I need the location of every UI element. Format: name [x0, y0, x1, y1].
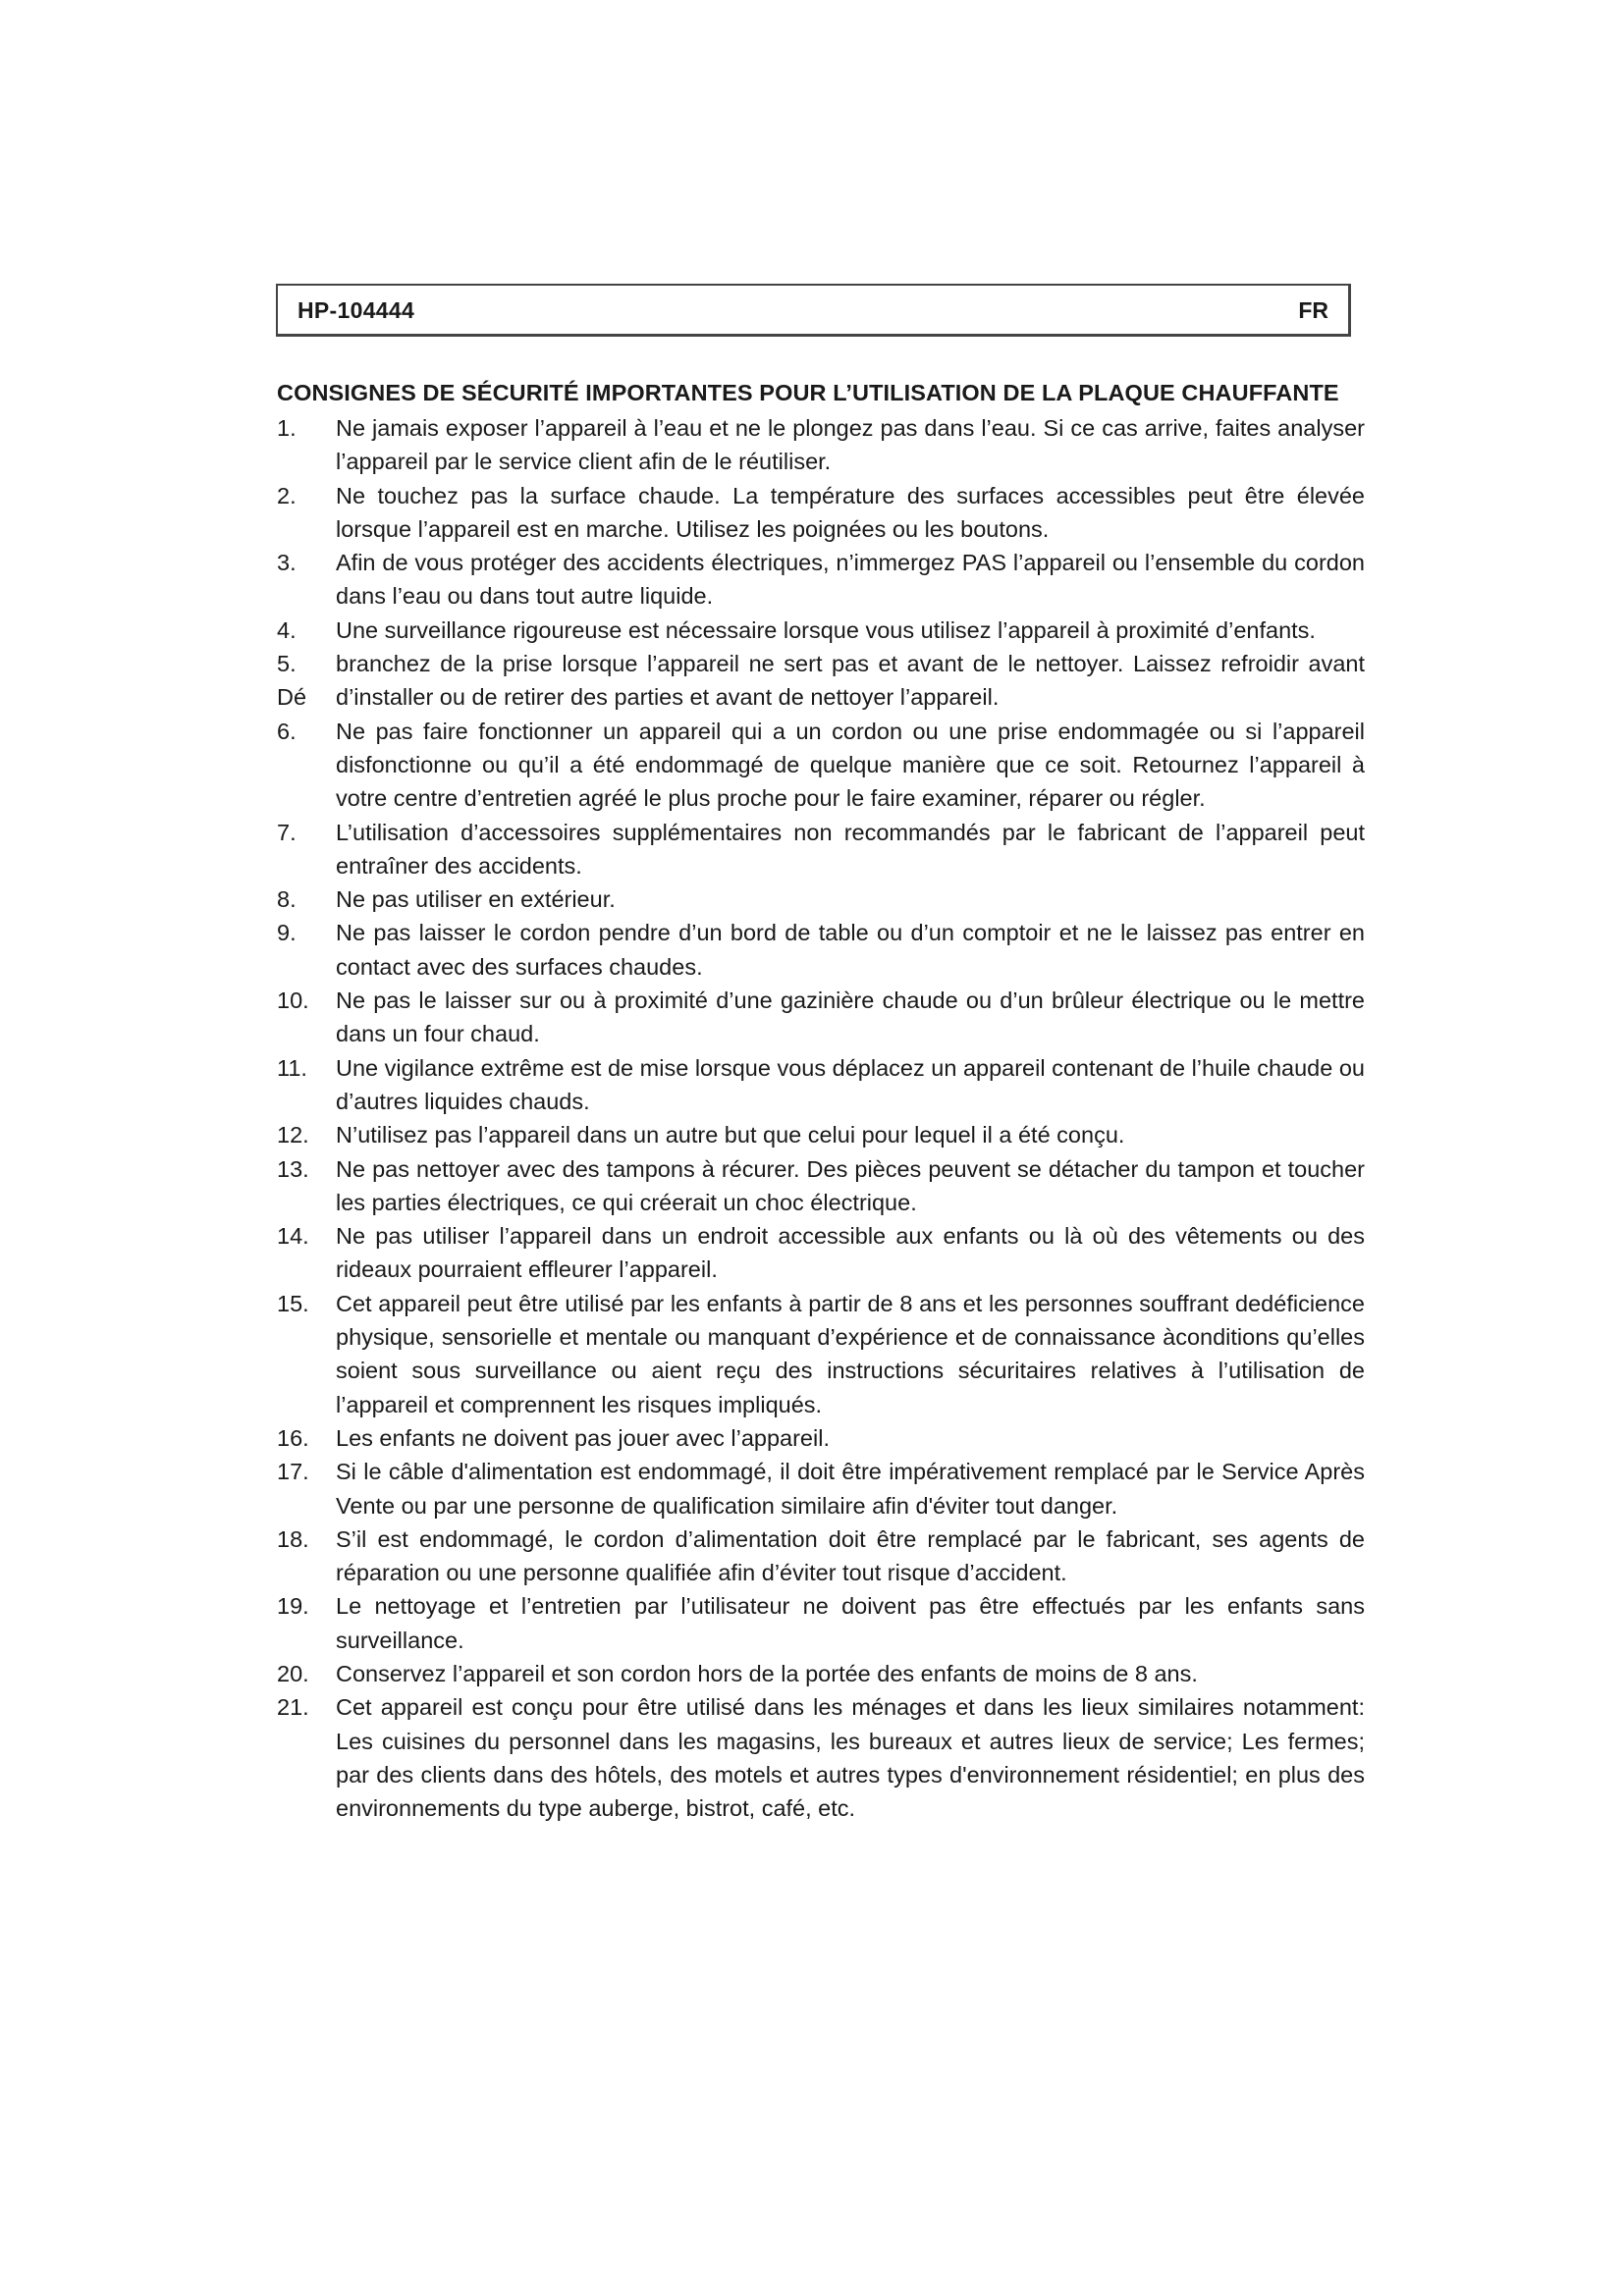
safety-rule-item: [277, 1287, 1365, 1421]
safety-rule-item: [277, 816, 1365, 883]
rule-text: Ne touchez pas la surface chaude. La température des surfaces accessibles peut être élevée lorsque l’appareil est en marche. Utilisez les poignées ou les boutons.: [336, 482, 1365, 542]
rule-number: 3.: [277, 550, 297, 576]
safety-rule-item: [277, 614, 1365, 647]
rule-number: 16.: [277, 1424, 309, 1451]
safety-rule-item: [277, 479, 1365, 547]
rule-text: Cet appareil peut être utilisé par les enfants à partir de 8 ans et les personnes souffrant dedéficience physique, sensorielle et mentale ou manquant d’expérience et de connaissance àconditions qu’elles soient sous surveillance ou aient reçu des instructions sécuritaires relatives à l’utilisation de l’appareil et comprennent les risques impliqués.: [336, 1290, 1365, 1417]
rule-text: Conservez l’appareil et son cordon hors de la portée des enfants de moins de 8 ans.: [336, 1660, 1198, 1686]
rule-text: Ne jamais exposer l’appareil à l’eau et ne le plongez pas dans l’eau. Si ce cas arrive, faites analyser l’appareil par le service client afin de le réutiliser.: [336, 415, 1365, 475]
safety-rule-item: [277, 715, 1365, 816]
rule-text: Les enfants ne doivent pas jouer avec l’appareil.: [336, 1424, 830, 1451]
rule-number: 17.: [277, 1459, 309, 1485]
rule-number: 4.: [277, 616, 297, 643]
rule-number: 15.: [277, 1290, 309, 1316]
safety-rule-item: [277, 1522, 1365, 1590]
safety-rule-item: [277, 916, 1365, 984]
rule-number: 2.: [277, 482, 297, 508]
rule-number: 9.: [277, 920, 297, 946]
safety-rule-item: [277, 411, 1365, 479]
safety-rule-item: [277, 984, 1365, 1051]
safety-rule-item: [277, 1421, 1365, 1455]
rule-text: Ne pas le laisser sur ou à proximité d’une gazinière chaude ou d’un brûleur électrique ou le mettre dans un four chaud.: [336, 988, 1365, 1047]
rule-text: Cet appareil est conçu pour être utilisé dans les ménages et dans les lieux similaires notamment: Les cuisines du personnel dans les magasins, les bureaux et autres lieux de service; Les fermes; par des clients dans des hôtels, des motels et autres types d'environnement résidentiel; en plus des environnements du type auberge, bistrot, café, etc.: [336, 1694, 1365, 1822]
rule-text: Ne pas faire fonctionner un appareil qui a un cordon ou une prise endommagée ou si l’appareil disfonctionne ou qu’il a été endommagé de quelque manière que ce soit. Retournez l’appareil à votre centre d’entretien agréé le plus proche pour le faire examiner, réparer ou régler.: [336, 718, 1365, 812]
rule-number: 12.: [277, 1122, 309, 1148]
rule-number: 21.: [277, 1694, 309, 1721]
rule-number: 18.: [277, 1525, 309, 1552]
rule-text: Ne pas laisser le cordon pendre d’un bord de table ou d’un comptoir et ne le laissez pas entrer en contact avec des surfaces chaudes.: [336, 920, 1365, 980]
safety-rule-item: [277, 1118, 1365, 1151]
model-number: HP-104444: [298, 297, 415, 323]
safety-rule-item: [277, 1051, 1365, 1119]
language-code: FR: [1298, 297, 1328, 323]
rule-text: branchez de la prise lorsque l’appareil ne sert pas et avant de le nettoyer. Laissez refroidir avant d’installer ou de retirer des parties et avant de nettoyer l’appareil.: [336, 651, 1365, 711]
rule-text: N’utilisez pas l’appareil dans un autre but que celui pour lequel il a été conçu.: [336, 1122, 1125, 1148]
rule-text: Afin de vous protéger des accidents électriques, n’immergez PAS l’appareil ou l’ensemble du cordon dans l’eau ou dans tout autre liquide.: [336, 550, 1365, 610]
rule-text: Si le câble d'alimentation est endommagé, il doit être impérativement remplacé par le Service Après Vente ou par une personne de qualification similaire afin d'éviter tout danger.: [336, 1459, 1365, 1519]
safety-rules-list: [277, 411, 1365, 1825]
rule-number: 11.: [277, 1054, 307, 1081]
safety-rule-item: [277, 1455, 1365, 1522]
safety-rule-item: [277, 1657, 1365, 1690]
rule-text: Une vigilance extrême est de mise lorsque vous déplacez un appareil contenant de l’huile chaude ou d’autres liquides chauds.: [336, 1054, 1365, 1114]
rule-number: 1.: [277, 415, 297, 441]
safety-rule-item: [277, 882, 1365, 916]
rule-text: Le nettoyage et l’entretien par l’utilisateur ne doivent pas être effectués par les enfants sans surveillance.: [336, 1593, 1365, 1653]
rule-number: 6.: [277, 718, 297, 744]
safety-title: CONSIGNES DE SÉCURITÉ IMPORTANTES POUR L’UTILISATION DE LA PLAQUE CHAUFFANTE: [277, 380, 1339, 405]
rule-text: Une surveillance rigoureuse est nécessaire lorsque vous utilisez l’appareil à proximité d’enfants.: [336, 616, 1316, 643]
safety-rule-item: [277, 1690, 1365, 1825]
rule-text: S’il est endommagé, le cordon d’alimentation doit être remplacé par le fabricant, ses agents de réparation ou une personne qualifiée afin d’éviter tout risque d’accident.: [336, 1525, 1365, 1586]
safety-rule-item: [277, 1219, 1365, 1287]
safety-rule-item: [277, 546, 1365, 614]
safety-rule-item: [277, 1589, 1365, 1657]
rule-number: 14.: [277, 1223, 309, 1250]
rule-number: 5. Dé: [277, 651, 307, 711]
safety-rule-item: [277, 647, 1365, 715]
rule-number: 7.: [277, 819, 297, 845]
rule-text: Ne pas utiliser en extérieur.: [336, 886, 616, 913]
document-header: [276, 284, 1351, 337]
safety-rule-item: [277, 1152, 1365, 1220]
rule-text: L’utilisation d’accessoires supplémentaires non recommandés par le fabricant de l’appareil peut entraîner des accidents.: [336, 819, 1365, 879]
rule-number: 13.: [277, 1155, 309, 1182]
rule-number: 20.: [277, 1660, 309, 1686]
rule-number: 8.: [277, 886, 297, 913]
rule-text: Ne pas nettoyer avec des tampons à récurer. Des pièces peuvent se détacher du tampon et toucher les parties électriques, ce qui créerait un choc électrique.: [336, 1155, 1365, 1215]
rule-text: Ne pas utiliser l’appareil dans un endroit accessible aux enfants ou là où des vêtements ou des rideaux pourraient effleurer l’appareil.: [336, 1223, 1365, 1283]
rule-number: 10.: [277, 988, 309, 1014]
rule-number: 19.: [277, 1593, 309, 1620]
